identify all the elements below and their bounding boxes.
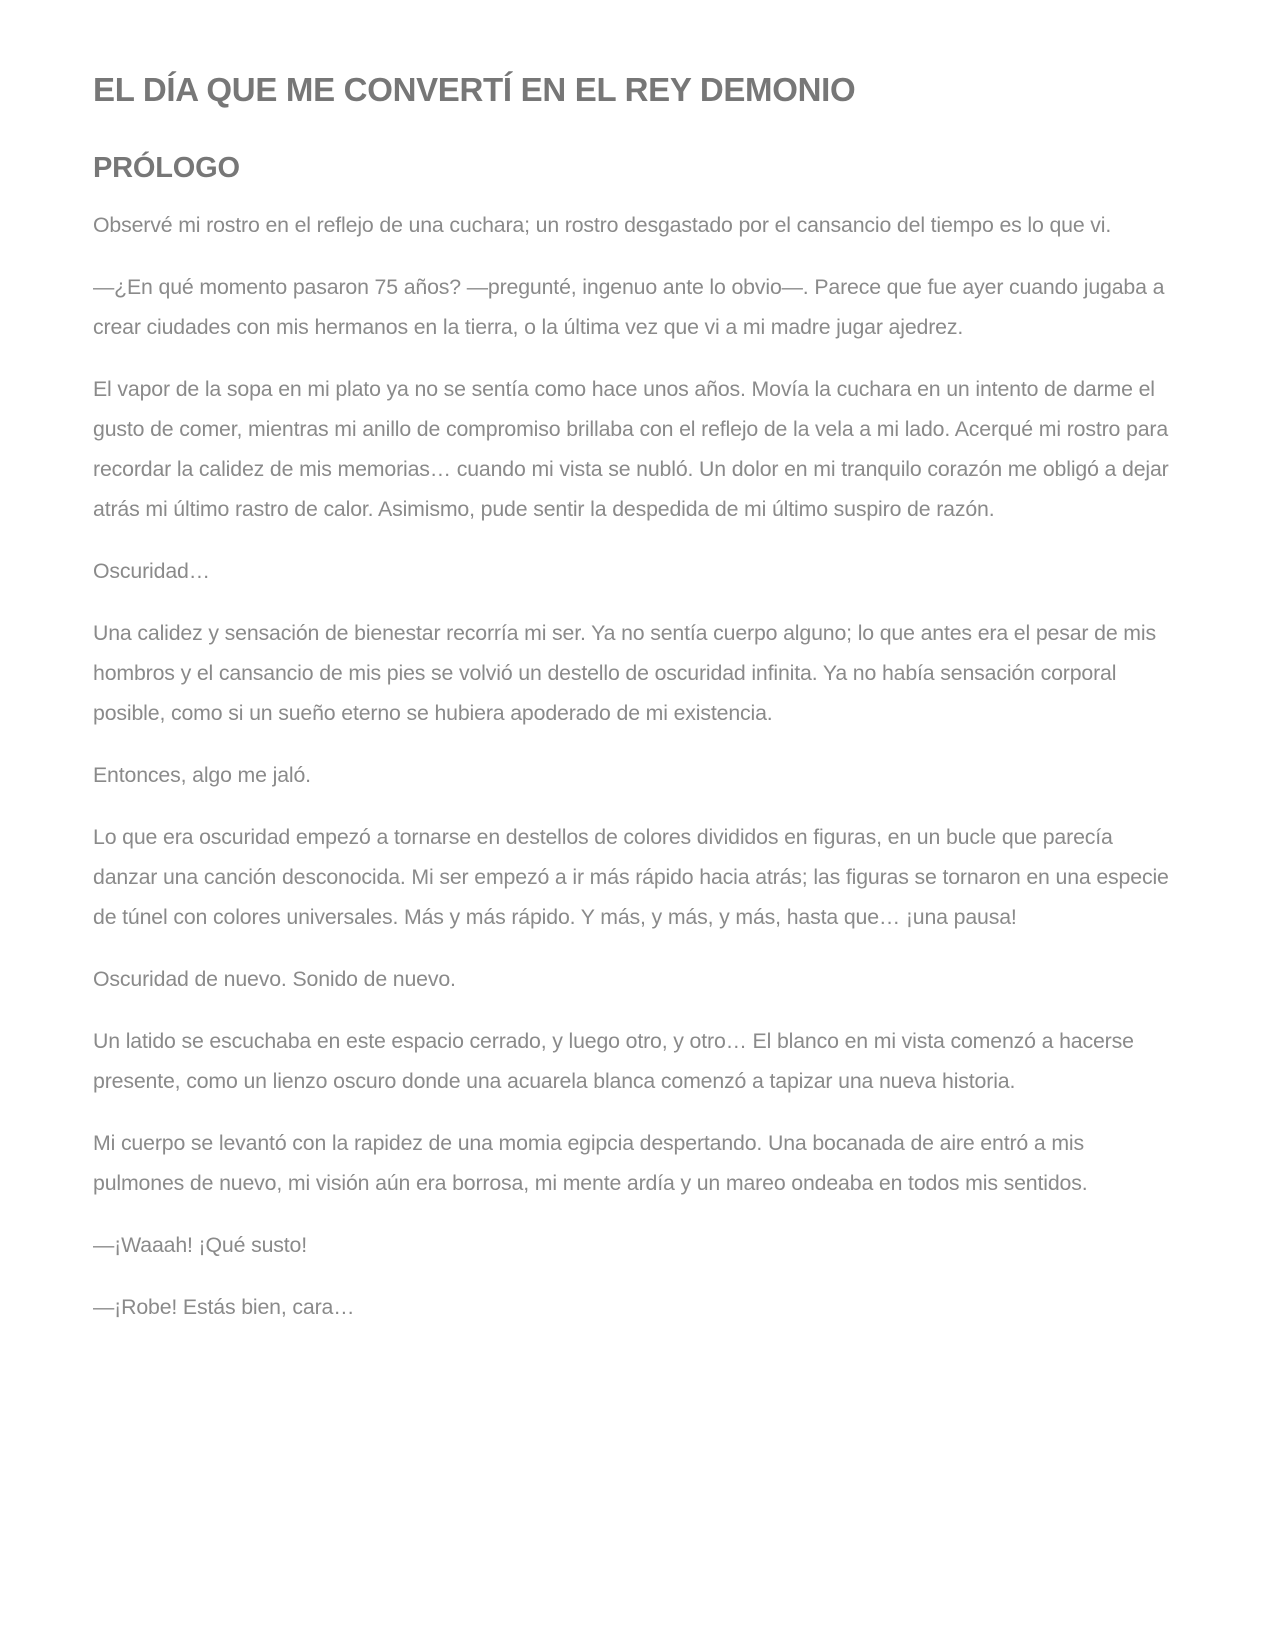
chapter-title: PRÓLOGO	[93, 152, 240, 184]
chapter-body	[93, 205, 1178, 1349]
paragraph: El vapor de la sopa en mi plato ya no se sentía como hace unos años. Movía la cuchara en un intento de darme el gusto de comer, mientras mi anillo de compromiso brillaba con el reflejo de la vela a mi lado. Acerqué mi rostro para recordar la calidez de mis memorias… cuando mi vista se nubló. Un dolor en mi tranquilo corazón me obligó a dejar atrás mi último rastro de calor. Asimismo, pude sentir la despedida de mi último suspiro de razón.	[93, 377, 1169, 521]
paragraph: Observé mi rostro en el reflejo de una cuchara; un rostro desgastado por el cansancio del tiempo es lo que vi.	[93, 213, 1112, 237]
document-title: EL DÍA QUE ME CONVERTÍ EN EL REY DEMONIO	[93, 71, 856, 108]
paragraph: —¿En qué momento pasaron 75 años? —pregunté, ingenuo ante lo obvio—. Parece que fue ayer cuando jugaba a crear ciudades con mis hermanos en la tierra, o la última vez que vi a mi madre jugar ajedrez.	[93, 275, 1165, 339]
paragraph: Una calidez y sensación de bienestar recorría mi ser. Ya no sentía cuerpo alguno; lo que antes era el pesar de mis hombros y el cansancio de mis pies se volvió un destello de oscuridad infinita. Ya no había sensación corporal posible, como si un sueño eterno se hubiera apoderado de mi existencia.	[93, 621, 1156, 725]
paragraph: Oscuridad…	[93, 559, 210, 583]
paragraph: Entonces, algo me jaló.	[93, 763, 311, 787]
paragraph: Lo que era oscuridad empezó a tornarse en destellos de colores divididos en figuras, en un bucle que parecía danzar una canción desconocida. Mi ser empezó a ir más rápido hacia atrás; las figuras se tornaron en una especie de túnel con colores universales. Más y más rápido. Y más, y más, y más, hasta que… ¡una pausa!	[93, 825, 1169, 929]
paragraph: Un latido se escuchaba en este espacio cerrado, y luego otro, y otro… El blanco en mi vista comenzó a hacerse presente, como un lienzo oscuro donde una acuarela blanca comenzó a tapizar una nueva historia.	[93, 1029, 1134, 1093]
paragraph: Oscuridad de nuevo. Sonido de nuevo.	[93, 967, 456, 991]
paragraph: Mi cuerpo se levantó con la rapidez de una momia egipcia despertando. Una bocanada de aire entró a mis pulmones de nuevo, mi visión aún era borrosa, mi mente ardía y un mareo ondeaba en todos mis sentidos.	[93, 1131, 1088, 1195]
dialogue-line: —¡Robe! Estás bien, cara…	[93, 1295, 355, 1319]
dialogue-line: —¡Waaah! ¡Qué susto!	[93, 1233, 307, 1257]
